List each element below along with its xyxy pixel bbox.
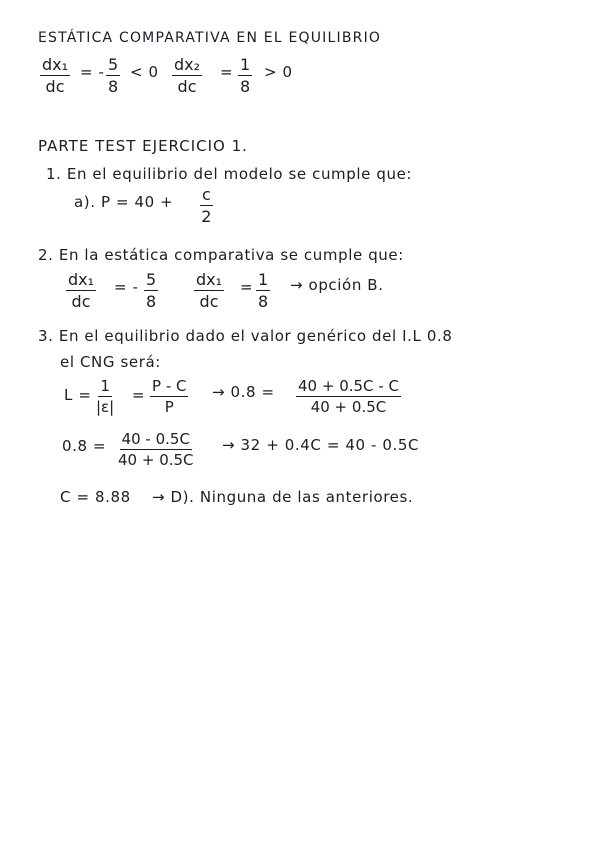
lerner-index-label: L = bbox=[64, 386, 92, 404]
fraction-dx1-dc-q2: $\frac{\text{dx₁}}{dc}$ bbox=[68, 270, 95, 311]
equals-minus: = - bbox=[80, 63, 105, 81]
fraction-dx2-dc: $\frac{\text{dx₂}}{dc}$ bbox=[174, 55, 201, 96]
fraction-p-minus-c-over-p: $\frac{P - C}{P}$ bbox=[152, 377, 187, 416]
q3-equals: = bbox=[132, 386, 146, 404]
fraction-1-over-elasticity: $\frac{1}{|\varepsilon|}$ bbox=[96, 377, 115, 416]
fraction-dx1-dc: $\frac{\text{dx₁}}{dc}$ bbox=[42, 55, 69, 96]
fraction-dx1-dc-q2b: $\frac{\text{dx₁}}{dc}$ bbox=[196, 270, 223, 311]
fraction-5-8-q2: $\frac{5}{8}$ bbox=[146, 270, 157, 311]
equals: = bbox=[220, 63, 234, 81]
q3-lhs-0-8: 0.8 = bbox=[62, 437, 107, 455]
question-2: 2. En la estática comparativa se cumple que: bbox=[38, 246, 404, 264]
q2-result: → opción B. bbox=[290, 276, 384, 294]
question-1: 1. En el equilibrio del modelo se cumple que: bbox=[46, 165, 413, 183]
page-title: ESTÁTICA COMPARATIVA EN EL EQUILIBRIO bbox=[38, 30, 382, 46]
q3-linear-equation: → 32 + 0.4C = 40 - 0.5C bbox=[222, 436, 420, 454]
q3-conclusion: → D). Ninguna de las anteriores. bbox=[152, 488, 414, 506]
question-1-answer: a). P = 40 + bbox=[74, 193, 174, 211]
question-3-line-2: el CNG será: bbox=[60, 353, 161, 371]
fraction-equilibrium-1: $\frac{40 + 0.5C - C}{40 + 0.5C}$ bbox=[298, 377, 399, 416]
greater-than-zero: > 0 bbox=[264, 63, 293, 81]
question-3-line-1: 3. En el equilibrio dado el valor genérico del I.L 0.8 bbox=[38, 327, 453, 345]
q2-equals-minus: = - bbox=[114, 278, 139, 296]
q3-arrow-equation: → 0.8 = bbox=[212, 383, 275, 401]
less-than-zero: < 0 bbox=[130, 63, 159, 81]
q2-equals: = bbox=[240, 278, 254, 296]
fraction-equilibrium-2: $\frac{40 - 0.5C}{40 + 0.5C}$ bbox=[118, 430, 194, 469]
fraction-5-8: $\frac{5}{8}$ bbox=[108, 55, 119, 96]
fraction-1-8-q2: $\frac{1}{8}$ bbox=[258, 270, 269, 311]
c-value: C = 8.88 bbox=[60, 488, 131, 506]
fraction-1-8: $\frac{1}{8}$ bbox=[240, 55, 251, 96]
section-heading: PARTE TEST EJERCICIO 1. bbox=[38, 137, 248, 155]
fraction-c-2: $\frac{c}{2}$ bbox=[201, 185, 212, 226]
